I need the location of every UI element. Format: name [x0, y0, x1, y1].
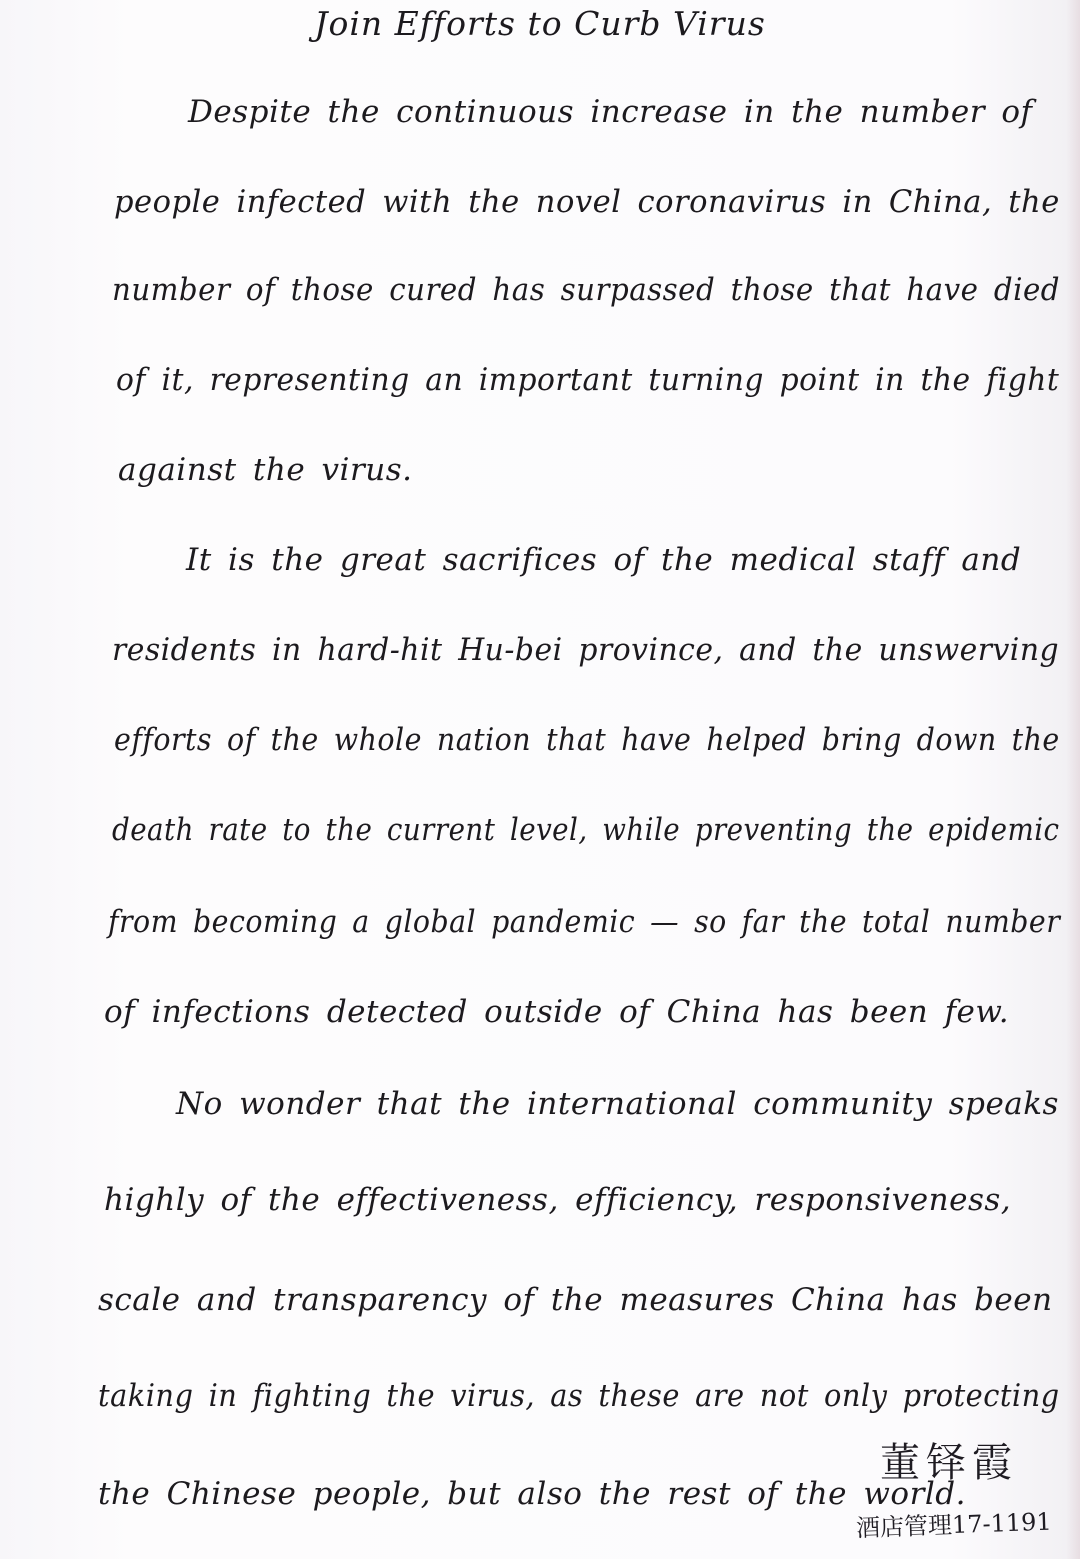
essay-line: the Chinese people, but also the rest of the world. — [98, 1476, 967, 1512]
signature-name: 董铎霞 — [880, 1440, 1018, 1486]
signature-class-id: 酒店管理17-1191 — [855, 1507, 1053, 1543]
essay-line: taking in fighting the virus, as these are not only protecting — [98, 1378, 1060, 1414]
essay-line: scale and transparency of the measures China has been — [98, 1282, 1053, 1318]
essay-line: of it, representing an important turning point in the fight — [116, 362, 1060, 398]
essay-line: No wonder that the international community speaks — [176, 1086, 1059, 1122]
essay-line: residents in hard-hit Hu-bei province, and the unswerving — [112, 632, 1060, 668]
essay-line: from becoming a global pandemic — so far the total number — [108, 904, 1061, 940]
essay-line: highly of the effectiveness, efficiency, responsiveness, — [104, 1182, 1012, 1218]
essay-line: people infected with the novel coronavirus in China, the — [114, 184, 1060, 220]
essay-line: of infections detected outside of China has been few. — [104, 994, 1010, 1030]
essay-title: Join Efforts to Curb Virus — [314, 4, 766, 43]
essay-line: death rate to the current level, while preventing the epidemic — [112, 812, 1060, 848]
essay-line: Despite the continuous increase in the number of — [188, 94, 1033, 130]
essay-line: against the virus. — [118, 452, 413, 488]
paper-edge-shadow — [1066, 0, 1080, 1559]
essay-line: efforts of the whole nation that have helped bring down the — [114, 722, 1060, 758]
essay-line: number of those cured has surpassed those that have died — [112, 272, 1061, 308]
essay-line: It is the great sacrifices of the medical staff and — [186, 542, 1022, 578]
